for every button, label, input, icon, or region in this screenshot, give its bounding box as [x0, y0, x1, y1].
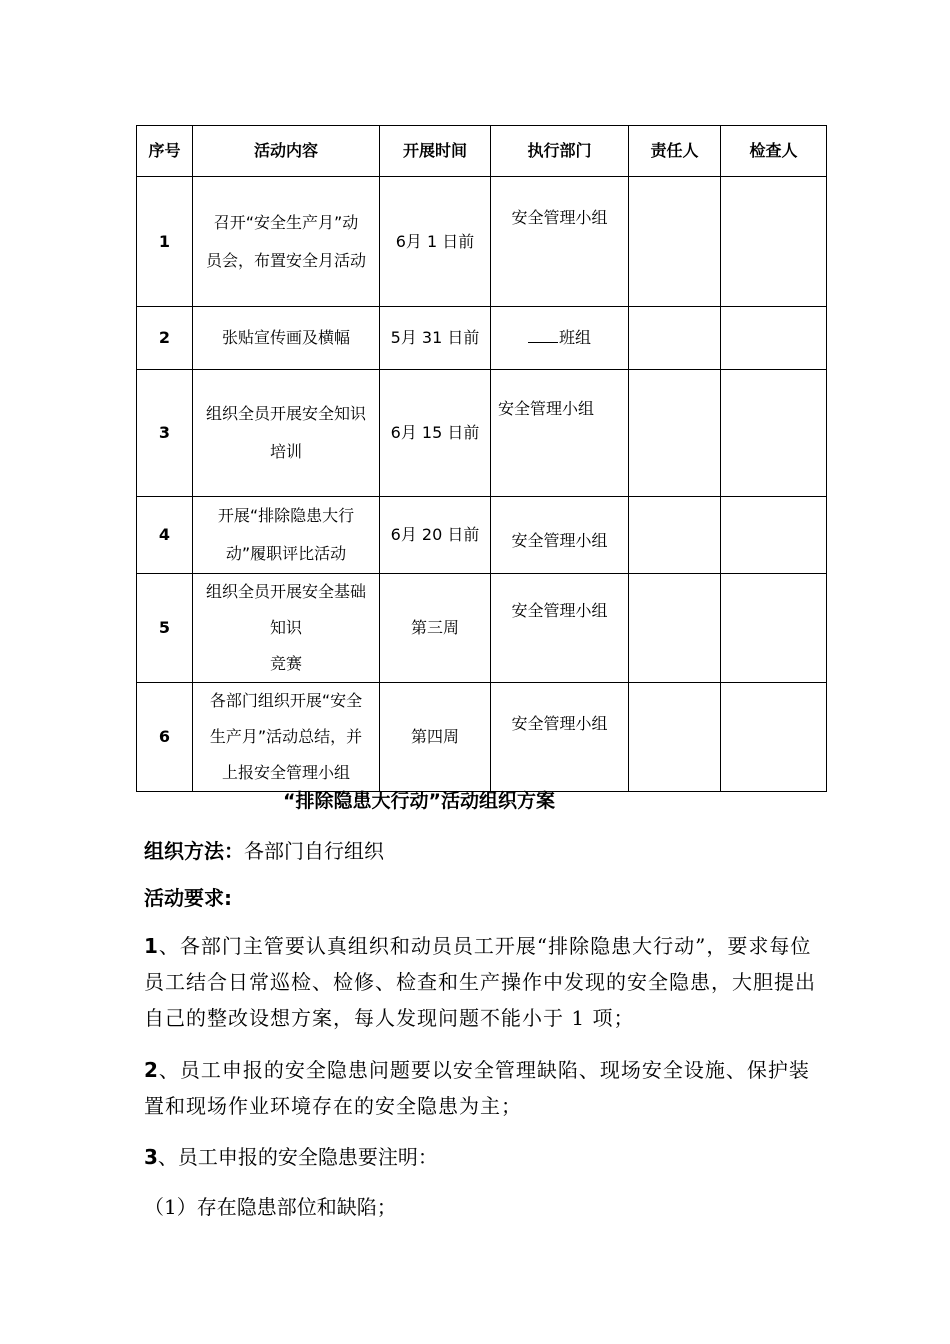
row-checker	[721, 307, 827, 370]
row-content	[193, 574, 380, 683]
row-checker	[721, 177, 827, 307]
row-content	[193, 370, 380, 497]
header-content: 活动内容	[193, 126, 380, 177]
dept-text: 安全管理小组	[511, 601, 608, 620]
content-line: 各部门组织开展“安全	[209, 691, 363, 710]
item-text: 、各部门主管要认真组织和动员员工开展“排除隐患大行动”，要求每位员工结合日常巡检、检修、检查和生产操作中发现的安全隐患，大胆提出自己的整改设想方案，每人发现问题不能小于 1 项；	[144, 934, 816, 1030]
table-row	[137, 683, 827, 792]
row-content	[193, 307, 380, 370]
header-dept: 执行部门	[491, 126, 629, 177]
fill-in-blank	[528, 326, 558, 343]
row-time: 6月 15 日前	[380, 370, 491, 497]
row-number: 3	[137, 370, 193, 497]
sub-item-text: （1）存在隐患部位和缺陷；	[144, 1195, 397, 1219]
header-seq: 序号	[137, 126, 193, 177]
table-row	[137, 574, 827, 683]
header-time: 开展时间	[380, 126, 491, 177]
row-time: 6月 1 日前	[380, 177, 491, 307]
content-line: 培训	[269, 442, 302, 461]
item-text: 、员工申报的安全隐患问题要以安全管理缺陷、现场安全设施、保护装置和现场作业环境存在的安全隐患为主；	[144, 1058, 810, 1118]
row-dept	[491, 307, 629, 370]
item-number: 3	[144, 1145, 158, 1169]
requirement-item-3	[144, 1139, 824, 1175]
row-dept	[491, 497, 629, 574]
dept-text: 安全管理小组	[511, 714, 608, 733]
row-dept	[491, 177, 629, 307]
row-time: 5月 31 日前	[380, 307, 491, 370]
activity-schedule-table	[136, 125, 827, 792]
item-number: 1	[144, 934, 159, 958]
requirements-heading	[144, 880, 824, 916]
dept-text: 安全管理小组	[511, 531, 608, 550]
row-checker	[721, 574, 827, 683]
row-number: 4	[137, 497, 193, 574]
row-checker	[721, 497, 827, 574]
requirement-item-2	[144, 1052, 824, 1124]
row-number: 2	[137, 307, 193, 370]
content-line: 员会，布置安全月活动	[205, 250, 366, 270]
method-text: 各部门自行组织	[244, 839, 384, 863]
dept-text: 安全管理小组	[498, 399, 595, 418]
content-line: 动”履职评比活动	[225, 544, 347, 563]
header-checker: 检查人	[721, 126, 827, 177]
content-line: 上报安全管理小组	[221, 763, 350, 782]
requirement-item-1	[144, 928, 824, 1036]
content-line: 张贴宣传画及横幅	[221, 328, 350, 347]
content-line: 开展“排除隐患大行	[217, 506, 355, 525]
dept-text: 安全管理小组	[511, 208, 608, 227]
content-line: 组织全员开展安全知识	[205, 404, 366, 423]
row-checker	[721, 683, 827, 792]
table-row	[137, 177, 827, 307]
table-row	[137, 370, 827, 497]
row-time: 6月 20 日前	[380, 497, 491, 574]
header-owner: 责任人	[629, 126, 721, 177]
table-header-row	[137, 126, 827, 177]
row-owner	[629, 497, 721, 574]
row-owner	[629, 177, 721, 307]
row-number: 1	[137, 177, 193, 307]
row-owner	[629, 574, 721, 683]
row-number: 5	[137, 574, 193, 683]
row-number: 6	[137, 683, 193, 792]
content-line: 知识	[269, 618, 302, 637]
method-label: 组织方法：	[144, 839, 244, 863]
row-content	[193, 683, 380, 792]
row-owner	[629, 683, 721, 792]
content-line: 召开“安全生产月”动	[213, 212, 359, 232]
content-line: 竞赛	[269, 654, 302, 673]
item-number: 2	[144, 1058, 159, 1082]
row-content	[193, 497, 380, 574]
table-row	[137, 307, 827, 370]
content-line: 组织全员开展安全基础	[205, 582, 366, 601]
row-content	[193, 177, 380, 307]
row-checker	[721, 370, 827, 497]
row-dept	[491, 370, 629, 497]
row-dept	[491, 574, 629, 683]
organization-method	[144, 833, 824, 869]
item-text: 、员工申报的安全隐患要注明：	[157, 1145, 438, 1169]
content-line: 生产月”活动总结，并	[209, 727, 363, 746]
row-owner	[629, 370, 721, 497]
row-dept	[491, 683, 629, 792]
requirements-label: 活动要求:	[144, 886, 232, 910]
row-owner	[629, 307, 721, 370]
sub-item-1	[144, 1189, 824, 1225]
row-time: 第四周	[380, 683, 491, 792]
row-time: 第三周	[380, 574, 491, 683]
dept-text: 班组	[558, 328, 591, 347]
table-row	[137, 497, 827, 574]
document-title: “排除隐患大行动”活动组织方案	[283, 790, 555, 812]
